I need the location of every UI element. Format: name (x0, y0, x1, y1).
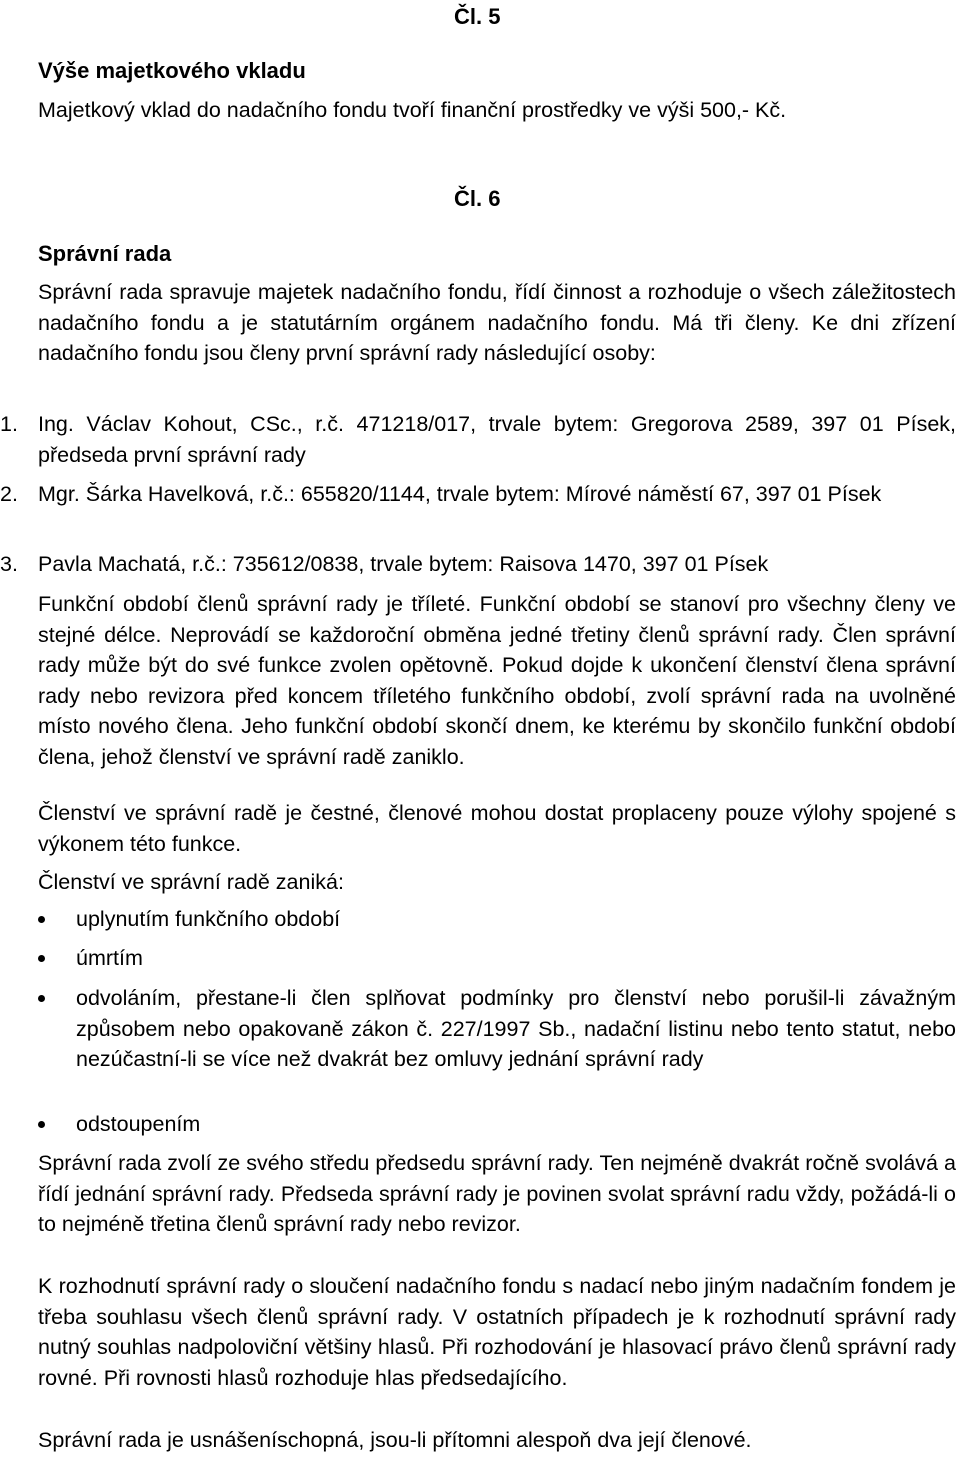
bullet-icon (38, 955, 45, 962)
termination-intro: Členství ve správní radě zaniká: (38, 870, 344, 894)
article-5-title: Výše majetkového vkladu (38, 58, 306, 83)
article-5-text: Majetkový vklad do nadačního fondu tvoří finanční prostředky ve výši 500,- Kč. (38, 98, 787, 122)
list-item-text: odstoupením (76, 1112, 201, 1136)
article-6-number: Čl. 6 (454, 186, 501, 211)
member-number: 3. (0, 552, 18, 576)
bullet-icon (38, 995, 45, 1002)
decision-paragraph: K rozhodnutí správní rady o sloučení nadačního fondu s nadací nebo jiným nadačním fondem je třeba souhlasu všech členů správní rady. V ostatních případech je k rozhodnutí správní rady nutný souhlas nadpoloviční většiny hlasů. Při rozhodování je hlasovací právo členů správní rady rovné. Při rovnosti hlasů rozhoduje hlas předsedajícího. (38, 1274, 956, 1390)
honorary-paragraph: Členství ve správní radě je čestné, členové mohou dostat proplaceny pouze výlohy spojené s výkonem této funkce. (38, 801, 956, 856)
list-item-text: uplynutím funkčního období (76, 907, 341, 931)
member-text: Ing. Václav Kohout, CSc., r.č. 471218/017, trvale bytem: Gregorova 2589, 397 01 Písek, předseda první správní rady (38, 412, 956, 467)
bullet-icon (38, 1121, 45, 1128)
member-number: 1. (0, 412, 18, 436)
member-text: Pavla Machatá, r.č.: 735612/0838, trvale bytem: Raisova 1470, 397 01 Písek (38, 552, 769, 576)
member-text: Mgr. Šárka Havelková, r.č.: 655820/1144, trvale bytem: Mírové náměstí 67, 397 01 Písek (38, 482, 882, 506)
board-intro-paragraph: Správní rada spravuje majetek nadačního fondu, řídí činnost a rozhoduje o všech záležitostech nadačního fondu a je statutárním orgánem nadačního fondu. Má tři členy. Ke dni zřízení nadačního fondu jsou členy první správní rady následující osoby: (38, 280, 956, 365)
article-5-number: Čl. 5 (454, 4, 501, 29)
term-paragraph: Funkční období členů správní rady je tříleté. Funkční období se stanoví pro všechny členy ve stejné délce. Neprovádí se každoroční obměna jedné třetiny členů správní rady. Člen správní rady může být do své funkce zvolen opětovně. Pokud dojde k ukončení členství člena správní rady nebo revizora před koncem tříletého funkčního období, zvolí správní rada na uvolněné místo nového člena. Jeho funkční období skončí dnem, ke kterému by skončilo funkční období člena, jehož členství ve správní radě zaniklo. (38, 592, 956, 769)
list-item-text: odvoláním, přestane-li člen splňovat podmínky pro členství nebo porušil-li závažným způsobem nebo opakovaně zákon č. 227/1997 Sb., nadační listinu nebo tento statut, nebo nezúčastní-li se více než dvakrát bez omluvy jednání správní rady (76, 986, 956, 1071)
bullet-icon (38, 916, 45, 923)
list-item-text: úmrtím (76, 946, 143, 970)
article-6-title: Správní rada (38, 241, 172, 266)
chair-paragraph: Správní rada zvolí ze svého středu předsedu správní rady. Ten nejméně dvakrát ročně svolává a řídí jednání správní rady. Předseda správní rady je povinen svolat správní radu vždy, požádá-li o to nejméně třetina členů správní rady nebo revizor. (38, 1151, 956, 1236)
member-number: 2. (0, 482, 18, 506)
quorum-paragraph: Správní rada je usnášeníschopná, jsou-li přítomni alespoň dva její členové. (38, 1428, 752, 1452)
